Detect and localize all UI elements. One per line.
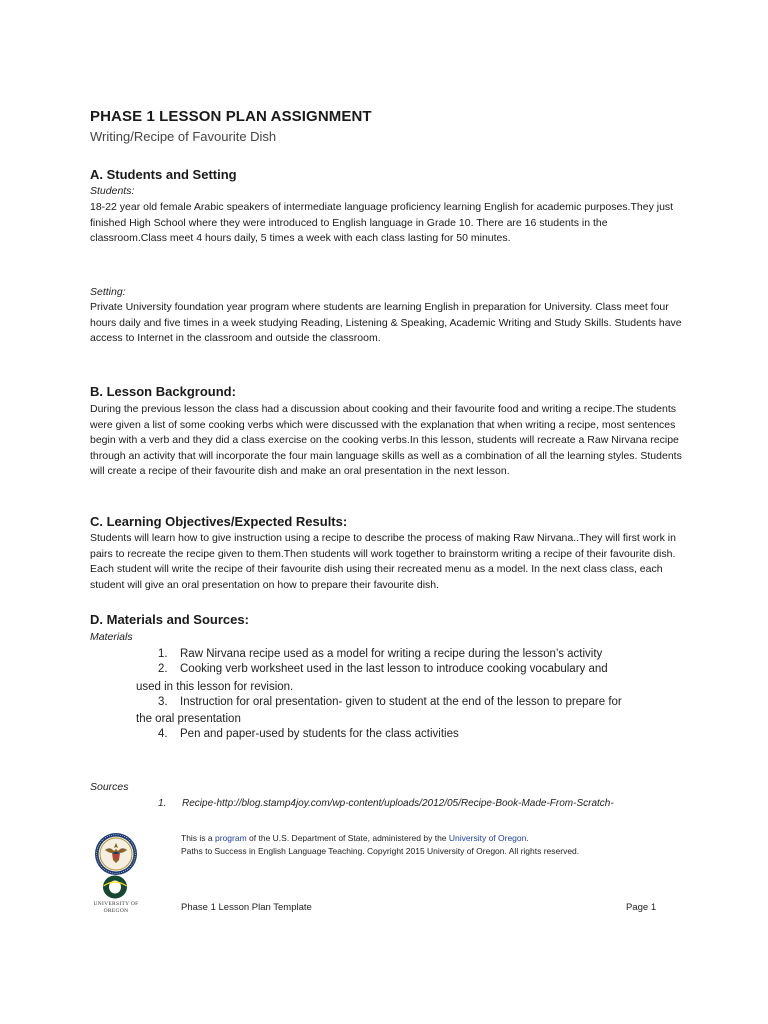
materials-item-1 (158, 646, 602, 662)
section-b-heading: B. Lesson Background: (90, 384, 236, 399)
materials-item-text: Cooking verb worksheet used in the last lesson to introduce cooking vocabulary and (180, 663, 608, 675)
university-of-oregon-link[interactable]: University of Oregon (448, 833, 527, 843)
state-department-seal-icon (94, 832, 138, 876)
materials-item-text: Pen and paper-used by students for the class activities (180, 728, 459, 740)
section-d-heading: D. Materials and Sources: (90, 612, 249, 627)
source-item-text: Recipe-http://blog.stamp4joy.com/wp-content/uploads/2012/05/Recipe-Book-Made-From-Scratch- (182, 798, 614, 809)
footer-text-segment: . (526, 833, 529, 843)
materials-item-2-continuation: used in this lesson for revision. (136, 681, 294, 693)
learning-objectives-paragraph: Students will learn how to give instruction using a recipe to describe the process of making Raw Nirvana..They will first work in pairs to recreate the recipe given to them.Then students will work together to brainstorm writing a recipe of their favourite dish. Each student will write the recipe of their favourite dish using their recreated menu as a model. In the next class class, each student will give an oral presentation on how to prepare their favourite dish. (90, 532, 676, 591)
students-paragraph: 18-22 year old female Arabic speakers of intermediate language proficiency learning English for academic purposes.They just finished High School where they were introduced to English language in Grade 10. There are 16 students in the classroom.Class meet 4 hours daily, 5 times a week with each class lasting for 50 minutes. (90, 201, 674, 245)
setting-paragraph: Private University foundation year program where students are learning English in preparation for University. Class meet four hours daily and five times in a week studying Reading, Listening & Speaking, Academic Writing and Study Skills. Students have access to Internet in the classroom and outside the classroom. (90, 301, 682, 345)
materials-label: Materials (90, 631, 133, 643)
source-item-number: 1. (158, 798, 167, 809)
footer-program-line (181, 833, 529, 843)
materials-item-number: 3. (158, 696, 168, 708)
university-of-oregon-logo-icon (100, 874, 130, 900)
materials-item-number: 1. (158, 648, 168, 660)
materials-item-3 (158, 694, 622, 710)
lesson-background-paragraph: During the previous lesson the class had a discussion about cooking and their favourite food and writing a recipe.The students were given a list of some cooking verbs which were discussed with the explanation that when writing a recipe, most sentences begin with a verb and they did a class exercise on the cooking verbs.In this lesson, students will recreate a Raw Nirvana recipe through an activity that will incorporate the four main language skills as well as a combination of all the learning styles. Students will create a recipe of their favourite dish and make an oral presentation in the next lesson. (90, 403, 682, 478)
sources-label: Sources (90, 781, 129, 793)
template-name: Phase 1 Lesson Plan Template (181, 902, 312, 913)
page-subtitle: Writing/Recipe of Favourite Dish (90, 129, 277, 144)
source-item-1 (158, 798, 614, 809)
program-link[interactable]: program (215, 833, 247, 843)
setting-label: Setting: (90, 286, 126, 298)
materials-item-3-continuation: the oral presentation (136, 713, 241, 725)
materials-item-2 (158, 661, 608, 677)
footer-text-segment: of the U.S. Department of State, administered by the (246, 833, 449, 843)
footer-text-segment: This is a (181, 833, 216, 843)
materials-item-number: 4. (158, 728, 168, 740)
materials-item-text: Raw Nirvana recipe used as a model for writing a recipe during the lesson’s activity (180, 648, 603, 660)
section-a-heading: A. Students and Setting (90, 167, 237, 182)
footer-copyright-line: Paths to Success in English Language Teaching. Copyright 2015 University of Oregon. All rights reserved. (181, 846, 580, 856)
section-c-heading: C. Learning Objectives/Expected Results: (90, 514, 348, 529)
materials-item-4 (158, 726, 459, 742)
page-number: Page 1 (626, 902, 657, 913)
materials-item-number: 2. (158, 663, 168, 675)
students-label: Students: (90, 185, 135, 197)
university-of-oregon-logo-text: UNIVERSITY OF OREGON (93, 901, 139, 914)
page-title: PHASE 1 LESSON PLAN ASSIGNMENT (90, 108, 372, 125)
materials-item-text: Instruction for oral presentation- given to student at the end of the lesson to prepare for (180, 696, 622, 708)
